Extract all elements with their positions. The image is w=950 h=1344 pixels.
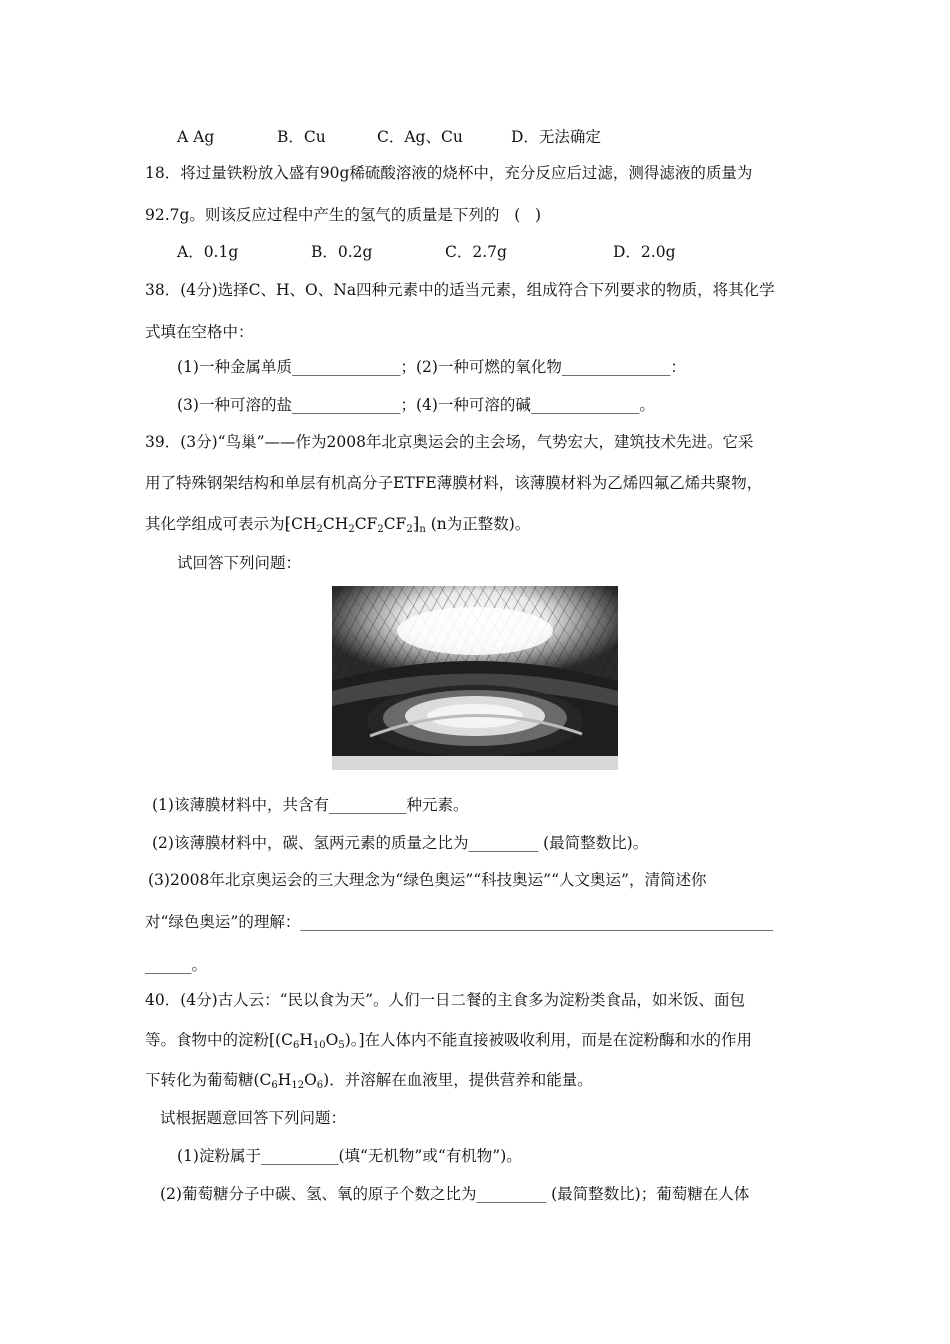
etfe-formula: $CH_2CH_2CF_2CF_2$ [291, 515, 413, 535]
q38-line4: (3)一种可溶的盐______________；(4)一种可溶的碱______________。 [177, 396, 655, 414]
q39-line2: 用了特殊钢架结构和单层有机高分子ETFE薄膜材料，该薄膜材料为乙烯四氟乙烯共聚物， [145, 474, 763, 492]
q40-sub1: (1)淀粉属于__________(填“无机物”或“有机物”)。 [177, 1147, 522, 1165]
q18-options [177, 242, 676, 262]
q40-line1: 40．(4分)古人云：“民以食为天”。人们一日二餐的主食多为淀粉类食品，如米饭、面包 [145, 991, 746, 1009]
q40-line3: 下转化为葡萄糖$(C_6H_{12}O_6)$．并溶解在血液里，提供营养和能量。 [145, 1071, 593, 1091]
birds-nest-stadium-photo [332, 586, 618, 770]
q39-line3 [145, 514, 530, 534]
q39-line1: 39．(3分)“鸟巢”——作为2008年北京奥运会的主会场，气势宏大，建筑技术先进。它采 [145, 433, 754, 451]
q38-line1: 38．(4分)选择C、H、O、Na四种元素中的适当元素，组成符合下列要求的物质，将其化学 [145, 281, 775, 299]
q18-option-a: A．0.1g [177, 243, 239, 261]
q39-sub3-line2: 对“绿色奥运”的理解：_____________________________________________________________ [145, 913, 774, 931]
q18-line1: 18．将过量铁粉放入盛有90g稀硫酸溶液的烧杯中，充分反应后过滤，测得滤液的质量为 [145, 164, 753, 182]
q39-line3-post: (n为正整数)。 [425, 515, 531, 533]
q40-prompt: 试根据题意回答下列问题： [160, 1109, 347, 1127]
q18-line2: 92.7g。则该反应过程中产生的氢气的质量是下列的 ( ) [145, 206, 542, 224]
q39-sub3-line1: (3)2008年北京奥运会的三大理念为“绿色奥运”“科技奥运”“人文奥运”，清简述你 [148, 871, 707, 889]
q18-option-d: D．2.0g [613, 243, 676, 261]
q40-sub2: (2)葡萄糖分子中碳、氢、氧的原子个数之比为_________ (最简整数比)；葡萄糖在人体 [160, 1185, 750, 1203]
q17-option-c: C．Ag、Cu [377, 128, 463, 146]
formula-n: n [419, 524, 426, 535]
q39-prompt: 试回答下列问题： [177, 554, 302, 572]
q40-line2: 等。食物中的淀粉[$(C_6H_{10}O_5)$。]在人体内不能直接被吸收利用，而是在淀粉酶和水的作用 [145, 1031, 753, 1051]
q17-option-d: D．无法确定 [511, 128, 601, 146]
q39-line3-pre: 其化学组成可表示为 [145, 515, 285, 533]
q39-sub3-line3: ______。 [145, 956, 208, 974]
q38-line2: 式填在空格中： [145, 323, 254, 341]
q17-option-a: A Ag [177, 128, 215, 146]
q39-sub2: (2)该薄膜材料中，碳、氢两元素的质量之比为_________ (最简整数比)。 [152, 834, 649, 852]
q18-option-b: B．0.2g [311, 243, 373, 261]
q18-option-c: C．2.7g [445, 243, 507, 261]
q38-line3: (1)一种金属单质______________；(2)一种可燃的氧化物______________： [177, 358, 686, 376]
formula-right-bracket: ⁆ [412, 514, 420, 534]
formula-left-bracket: ⁅ [284, 514, 292, 534]
q17-option-b: B．Cu [277, 128, 326, 146]
q17-options [177, 127, 601, 147]
q39-sub1: (1)该薄膜材料中，共含有__________种元素。 [152, 796, 469, 814]
